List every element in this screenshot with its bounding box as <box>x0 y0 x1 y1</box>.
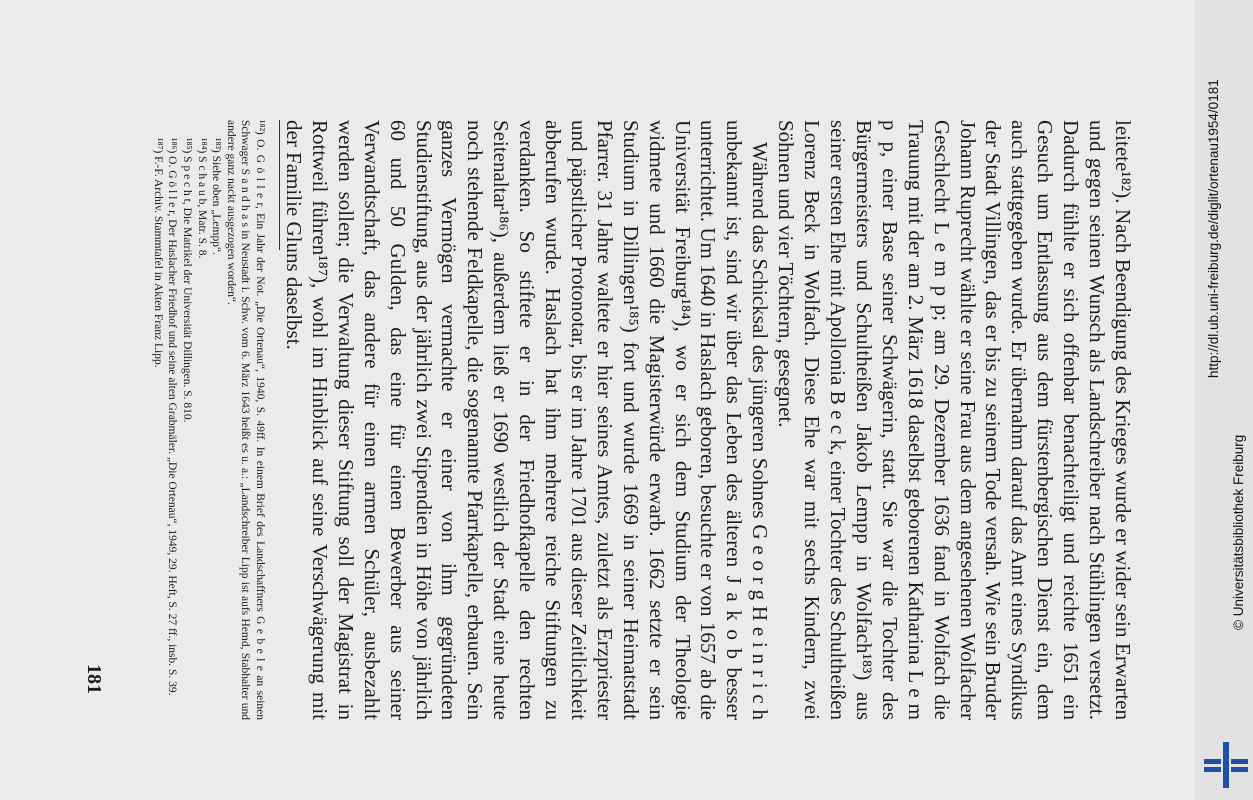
ub-freiburg-logo-icon <box>1204 742 1248 788</box>
paragraph: leitete¹⁸²). Nach Beendigung des Krieges wurde er wider sein Erwarten und gegen seinen Wunsch als Landschreiber nach Stühlingen versetzt. Dadurch fühlte er sich offenbar benachteiligt und reichte 1651 ein Gesuch um Entlassung aus dem fürstenbergischen Dienst ein, dem auch stattgegeben wurde. Er übernahm darauf das Amt eines Syndikus der Stadt Villingen, das er bis zu seinem Tode versah. Wie sein Bruder Johann Ruprecht wählte er seine Frau aus dem angesehenen Wolfacher Geschlecht L e m p p; am 29. Dezember 1636 fand in Wolfach die Trauung mit der am 2. März 1618 daselbst geborenen Katharina L e m p p, einer Base seiner Schwägerin, statt. Sie war die Tochter des Bürgermeisters und Schultheißen Jakob Lempp in Wolfach¹⁸³) aus seiner ersten Ehe mit Apollonia B e c k, einer Tochter des Schultheißen Lorenz Beck in Wolfach. Diese Ehe war mit sechs Kindern, zwei Söhnen und vier Töchtern, gesegnet. <box>774 120 1135 720</box>
copyright-notice: © Universitätsbibliothek Freiburg <box>1231 434 1246 630</box>
logo-bar <box>1231 759 1248 764</box>
footnotes <box>150 120 267 720</box>
logo-bar <box>1223 742 1229 788</box>
footnote: ¹⁸⁴) S c h a u b, Matr. S. 8. <box>195 138 208 259</box>
footnote: ¹⁸³) Siehe oben „Lempp“. <box>210 138 223 255</box>
source-url[interactable]: http://dl.ub.uni-freiburg.de/diglit/ortenau1954/0181 <box>1206 79 1221 378</box>
footnote: ¹⁸⁷) F.-F. Archiv. Stammtafel in Akten Franz Lipp. <box>151 138 164 368</box>
logo-bar <box>1204 759 1221 764</box>
footnote: ¹⁸⁵) S p e c h t, Die Matrikel der Universität Dillingen. S. 810. <box>181 138 194 423</box>
library-sidebar <box>1195 0 1253 800</box>
body-text <box>280 120 1135 720</box>
page-number: 181 <box>83 664 105 694</box>
logo-bar <box>1231 767 1248 772</box>
footnote-divider <box>279 120 280 250</box>
logo-bar <box>1204 767 1221 772</box>
paragraph: Während das Schicksal des jüngeren Sohnes G e o r g H e i n r i c h unbekannt ist, sind wir über das Leben des älteren J a k o b besser unterrichtet. Um 1640 in Haslach geboren, besuchte er von 1657 ab die Universität Freiburg¹⁸⁴), wo er sich dem Studium der Theologie widmete und 1660 die Magisterwürde erwarb. 1662 setzte er sein Studium in Dillingen¹⁸⁵) fort und wurde 1669 in seiner Heimatstadt Pfarrer. 31 Jahre waltete er hier seines Amtes, zuletzt als Erzpriester und päpstlicher Protonotar, bis er im Jahre 1701 aus dieser Zeitlichkeit abberufen wurde. Haslach hat ihm mehrere reiche Stiftungen zu verdanken. So stiftete er in der Friedhofkapelle den rechten Seitenaltar¹⁸⁶), außerdem ließ er 1690 westlich der Stadt eine heute noch stehende Feldkapelle, die sogenannte Pfarrkapelle, erbauen. Sein ganzes Vermögen vermachte er einer von ihm gegründeten Studienstiftung, aus der jährlich zwei Stipendien in Höhe von jährlich 60 und 50 Gulden, das eine für einen Bewerber aus seiner Verwandtschaft, das andere für einen armen Schüler, ausbezahlt werden sollen; die Verwaltung dieser Stiftung soll der Magistrat in Rottweil führen¹⁸⁷), wohl im Hinblick auf seine Verschwägerung mit der Familie Gluns daselbst. <box>282 120 773 720</box>
footnote: ¹⁸⁶) O. G ö l l e r, Der Haslacher Friedhof und seine alten Grabmäler. „Die Ortenau“, 1949, 29. Heft, S. 27 ff., insb. S. 39. <box>166 138 179 696</box>
footnote: ¹⁸²) O. G ö l l e r, Ein Jahr der Not. „Die Ortenau“, 1940, S. 49ff. In einem Brief des Landschaffners G e b e l e an seinen Schwager S a n d h a s in Neustadt i. Schw. vom 6. März 1643 heißt es u. a.: „Landschreiber Lipp ist aufs Hemd, Stabhalter und andere ganz nackt ausgezogen worden“. <box>224 120 266 720</box>
